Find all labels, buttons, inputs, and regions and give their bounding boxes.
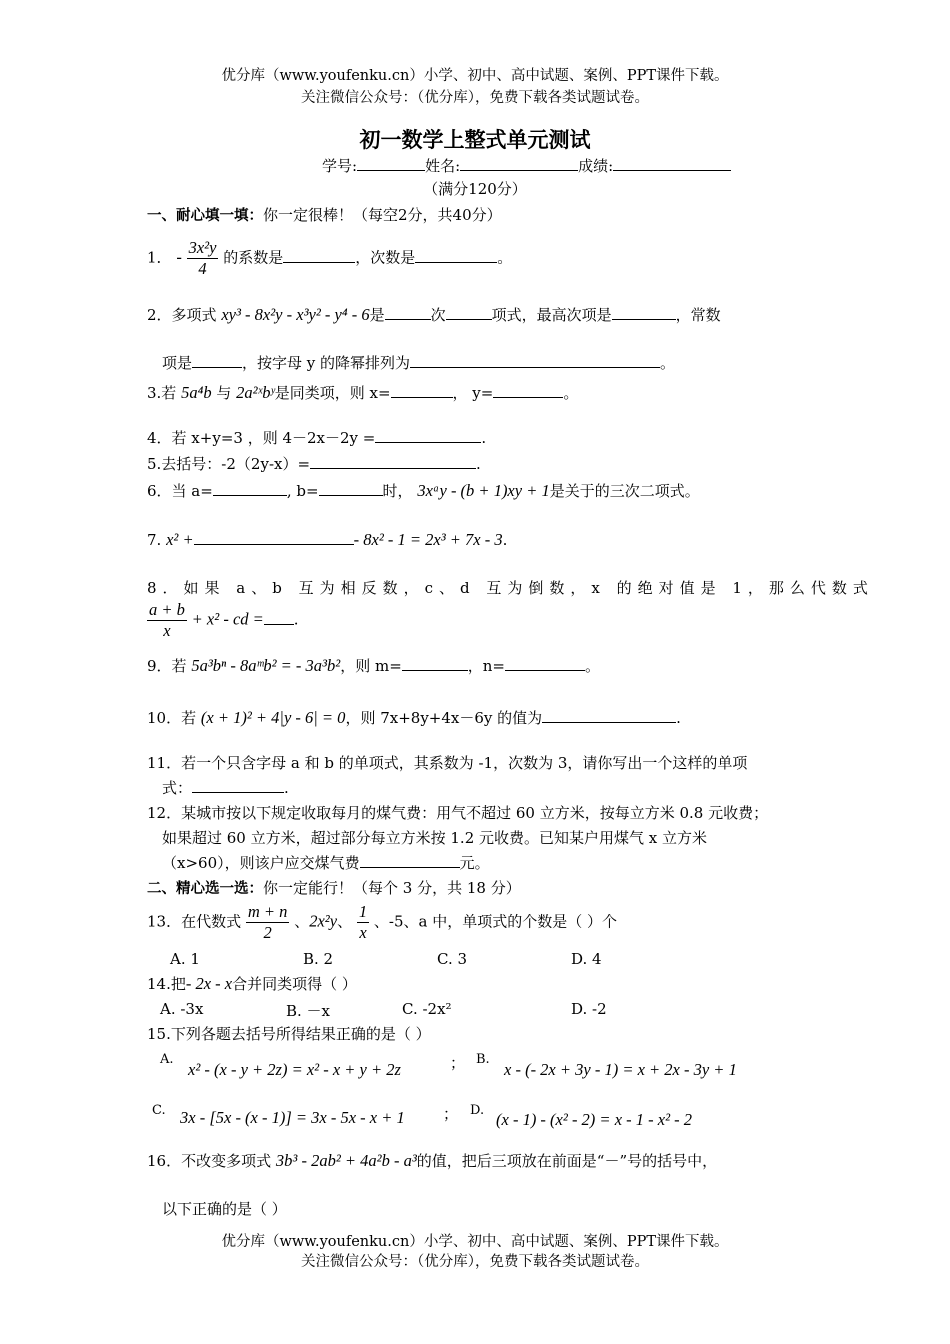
question-8-line-2: $\frac{a + b}{x}$ + x² - cd = . [149,600,299,640]
info-line [322,155,731,176]
footer-line-2: 关注微信公众号：（优分库），免费下载各类试题试卷。 [301,1254,649,1270]
page-title: 初一数学上整式单元测试 [359,128,591,152]
q1-blank-1[interactable] [283,248,355,263]
question-2-line-1: 2．多项式 xy³ - 8x²y - x³y² - y⁴ - 6是 次 项式，最高次项是 ，常数 [147,305,721,324]
q1-fraction: $\frac{\text{3x²y}}{4}$ [188,238,217,278]
q6-blank-b[interactable] [319,481,383,496]
q13-fraction-3: $\frac{1}{x}$ [358,902,368,942]
q2-blank-2[interactable] [446,305,492,320]
q2-blank-4[interactable] [192,353,242,368]
q9-blank-n[interactable] [505,656,585,671]
question-7: 7. x² + - 8x² - 1 = 2x³ + 7x - 3. [147,530,508,549]
header-line-1: 优分库（www.youfenku.cn）小学、初中、高中试题、案例、PPT课件下载。 [221,68,729,84]
q15-option-d-expr[interactable]: (x - 1) - (x² - 2) = x - 1 - x² - 2 [496,1110,693,1129]
student-id-label: 学号: [322,157,358,175]
full-score: （满分120分） [423,180,527,198]
q13-option-d[interactable]: D. 4 [571,950,602,968]
q15-option-c-expr[interactable]: 3x - [5x - (x - 1)] = 3x - 5x - x + 1 [180,1108,405,1127]
question-3: 3.若 5a⁴b 与 2a²ˣbʸ是同类项，则 x= ， y= 。 [147,383,579,402]
q8-blank[interactable] [264,610,294,625]
q15-option-c-sep: ； [443,1105,459,1123]
q13-option-b[interactable]: B. 2 [303,950,334,968]
question-12-line-1: 12．某城市按以下规定收取每月的煤气费：用气不超过 60 立方米，按每立方米 0.8 元收费； [147,804,769,822]
question-9: 9．若 5a³bⁿ - 8aᵐb² = - 3a³b²，则 m= ，n= 。 [147,656,601,675]
question-12-line-3: （x>60），则该户应交煤气费 元。 [162,854,490,872]
q13-option-c[interactable]: C. 3 [437,950,468,968]
q15-option-c-label[interactable]: C. [152,1103,166,1118]
q2-blank-1[interactable] [385,305,431,320]
question-2-line-2: 项是 ，按字母 y 的降幂排列为 。 [162,354,676,372]
q6-blank-a[interactable] [213,481,287,496]
q13-fraction-1: $\frac{m + n}{2}$ [247,902,288,942]
q4-blank[interactable] [375,428,481,443]
student-id-blank[interactable] [357,156,425,171]
q15-option-d-label[interactable]: D. [470,1103,485,1118]
q3-blank-x[interactable] [391,383,453,398]
q5-blank[interactable] [310,454,476,469]
score-label: 成绩: [578,157,614,175]
question-11-line-1: 11．若一个只含字母 a 和 b 的单项式，其系数为 -1，次数为 3，请你写出一个这样的单项 [147,754,748,772]
question-13: 13．在代数式 $\frac{m + n}{2}$ 、2x²y、 $\frac{1}{x}$ 、-5、a 中，单项式的个数是（ ）个 [147,902,617,942]
header-line-2: 关注微信公众号：（优分库），免费下载各类试题试卷。 [301,90,649,106]
question-5: 5.去括号：-2（2y-x）= . [147,455,481,473]
q2-blank-5[interactable] [410,353,660,368]
q15-option-a-label[interactable]: A. [160,1052,174,1067]
q15-option-a-sep: ； [450,1054,466,1072]
question-12-line-2: 如果超过 60 立方米，超过部分每立方米按 1.2 元收费。已知某户用煤气 x 立方米 [162,829,708,847]
question-16-line-2: 以下正确的是（ ） [162,1200,287,1218]
question-11-line-2: 式： . [162,779,289,797]
q7-blank[interactable] [194,530,354,545]
q15-option-a-expr[interactable]: x² - (x - y + 2z) = x² - x + y + 2z [188,1060,401,1079]
q2-blank-3[interactable] [612,305,676,320]
name-label: 姓名: [425,157,461,175]
question-16-line-1: 16．不改变多项式 3b³ - 2ab² + 4a²b - a³的值，把后三项放在前面是“－”号的括号中， [147,1151,718,1170]
q15-option-b-label[interactable]: B. [476,1052,490,1067]
question-8-line-1: 8．如果 a、b 互为相反数，c、d 互为倒数，x 的绝对值是 1，那么代数式 [147,579,874,597]
footer-line-1: 优分库（www.youfenku.cn）小学、初中、高中试题、案例、PPT课件下载。 [221,1234,729,1250]
question-4: 4．若 x+y=3 ，则 4－2x－2y = . [147,429,487,447]
name-blank[interactable] [460,156,578,171]
q14-option-a[interactable]: A. -3x [160,1000,204,1018]
section-2-heading: 二、精心选一选：你一定能行！（每个 3 分，共 18 分） [147,879,521,897]
question-15: 15.下列各题去括号所得结果正确的是（ ） [147,1025,431,1043]
question-10: 10．若 (x + 1)² + 4|y - 6| = 0，则 7x+8y+4x－6y 的值为 . [147,708,681,727]
score-blank[interactable] [613,156,731,171]
q8-fraction: $\frac{a + b}{x}$ [149,600,185,640]
question-1: 1． - $\frac{\text{3x²y}}{4}$ 的系数是 ，次数是 。 [147,238,513,278]
question-14: 14.把- 2x - x合并同类项得（ ） [147,974,357,993]
q1-blank-2[interactable] [415,248,497,263]
section-1-heading: 一、耐心填一填：你一定很棒！（每空2分，共40分） [147,206,502,224]
q15-option-b-expr[interactable]: x - (- 2x + 3y - 1) = x + 2x - 3y + 1 [504,1060,737,1079]
q11-blank[interactable] [192,778,284,793]
q14-option-c[interactable]: C. -2x² [402,1000,452,1018]
q14-option-d[interactable]: D. -2 [571,1000,607,1018]
question-6: 6．当 a= , b= 时， 3xᵃy - (b + 1)xy + 1是关于的三次二项式。 [147,481,700,500]
q9-blank-m[interactable] [402,656,468,671]
q12-blank[interactable] [360,853,460,868]
q10-blank[interactable] [542,708,676,723]
q14-option-b[interactable]: B. －x [286,1002,331,1020]
q13-option-a[interactable]: A. 1 [170,950,200,968]
q3-blank-y[interactable] [493,383,563,398]
